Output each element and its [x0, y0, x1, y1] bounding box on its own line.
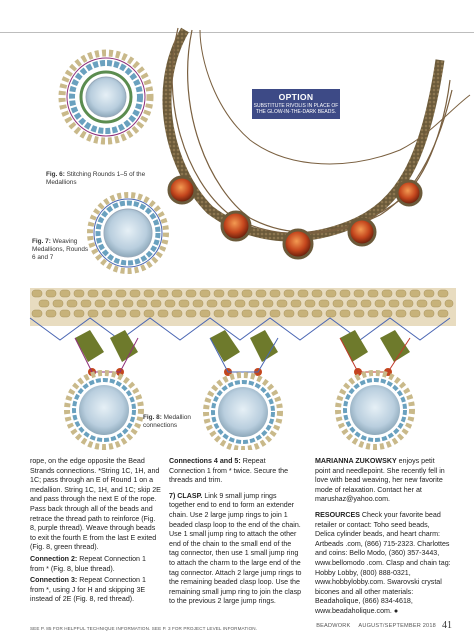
option-text: SUBSTITUTE RIVOLIS IN PLACE OF THE GLOW-IN-THE-DARK BEADS.: [253, 103, 339, 116]
connection-1-text: rope, on the edge opposite the Bead Strands connections. *String 1C, 1H, and 1C; pass through an E of Round 1 on a medallion. String 1C, 1H, and 1C; skip 2E and pass through the next E of the rope. Pass back through all of the beads and retrace the thread path to reinforce (Fig. 8, purple thread). Weave through beads to exit the fourth E from the last E exited (Fig. 8, green thread).: [30, 457, 161, 552]
connections-4-5-text: Connections 4 and 5: Repeat Connection 1 from * twice. Secure the threads and trim.: [169, 457, 289, 485]
resources-text: RESOURCES Check your favorite bead retailer or contact: Toho seed beads, Delica cylinder beads, and heart charm: Artbeads .com, (866) 715-2323. Charlottes and coins: Bello Modo, (360) 357-3443, www.bellomodo .com. Clasp and chain tag: Hobby Lobby, (800) 888-0321, www.hobbylobby.com. Swarovski crystal bicones and all other materials: Beadaholique, (866) 834-4618, www.beadaholique.com. ●: [315, 510, 451, 615]
magazine-name: BEADWORK: [316, 623, 351, 629]
fig8-connections: [75, 330, 410, 376]
option-callout: [252, 89, 340, 119]
clasp-step-text: 7) CLASP. Link 9 small jump rings together end to end to form an extender chain. Use 2 large jump rings to join 1 beaded clasp loop to the end of the chain. Use 1 small jump ring to attach the other end of the chain to the small end of the tag connector, then use 1 small jump ring to attach the charm to the large end of the tag connector. Attach 2 large jump rings to the remaining beaded clasp loop. Use the remaining small jump ring to join the clasp to the previous 2 large jump rings.: [169, 491, 302, 606]
necklace-photo: [167, 28, 470, 258]
issue-date: AUGUST/SEPTEMBER 2018: [358, 623, 436, 629]
fig6-medallion-diagram: [62, 53, 150, 141]
author-bio: MARIANNA ZUKOWSKY enjoys petit point and needlepoint. She recently fell in love with bead weaving, her new favorite mode of relaxation. Contact her at marushaz@yahoo.com.: [315, 457, 445, 504]
fig8-medallions: [67, 373, 412, 449]
footer-folio: [316, 623, 436, 629]
option-title: OPTION: [278, 92, 314, 102]
connection-3-text: Connection 3: Repeat Connection 1 from *, using J for H and skipping 3E instead of 2E (Fig. 8, red thread).: [30, 576, 146, 604]
fig7-medallion-diagram: [90, 195, 166, 271]
end-mark: ●: [391, 606, 399, 615]
connection-2-text: Connection 2: Repeat Connection 1 from * (Fig. 8, blue thread).: [30, 554, 146, 573]
fig8-caption: Fig. 8: Medallion connections: [143, 414, 191, 429]
footer-note: SEE P. 85 FOR HELPFUL TECHNIQUE INFORMATION. SEE P. 3 FOR PROJECT LEVEL INFORMATION.: [30, 626, 258, 631]
text-column-2: [169, 457, 303, 609]
text-column-3: [315, 457, 451, 619]
fig7-caption: Fig. 7: Weaving Medallions, Rounds 6 and 7: [32, 238, 89, 261]
text-column-1: [30, 457, 162, 607]
page-number: 41: [442, 620, 452, 631]
fig6-caption: Fig. 6: Stitching Rounds 1–5 of the Medallions: [46, 171, 146, 186]
